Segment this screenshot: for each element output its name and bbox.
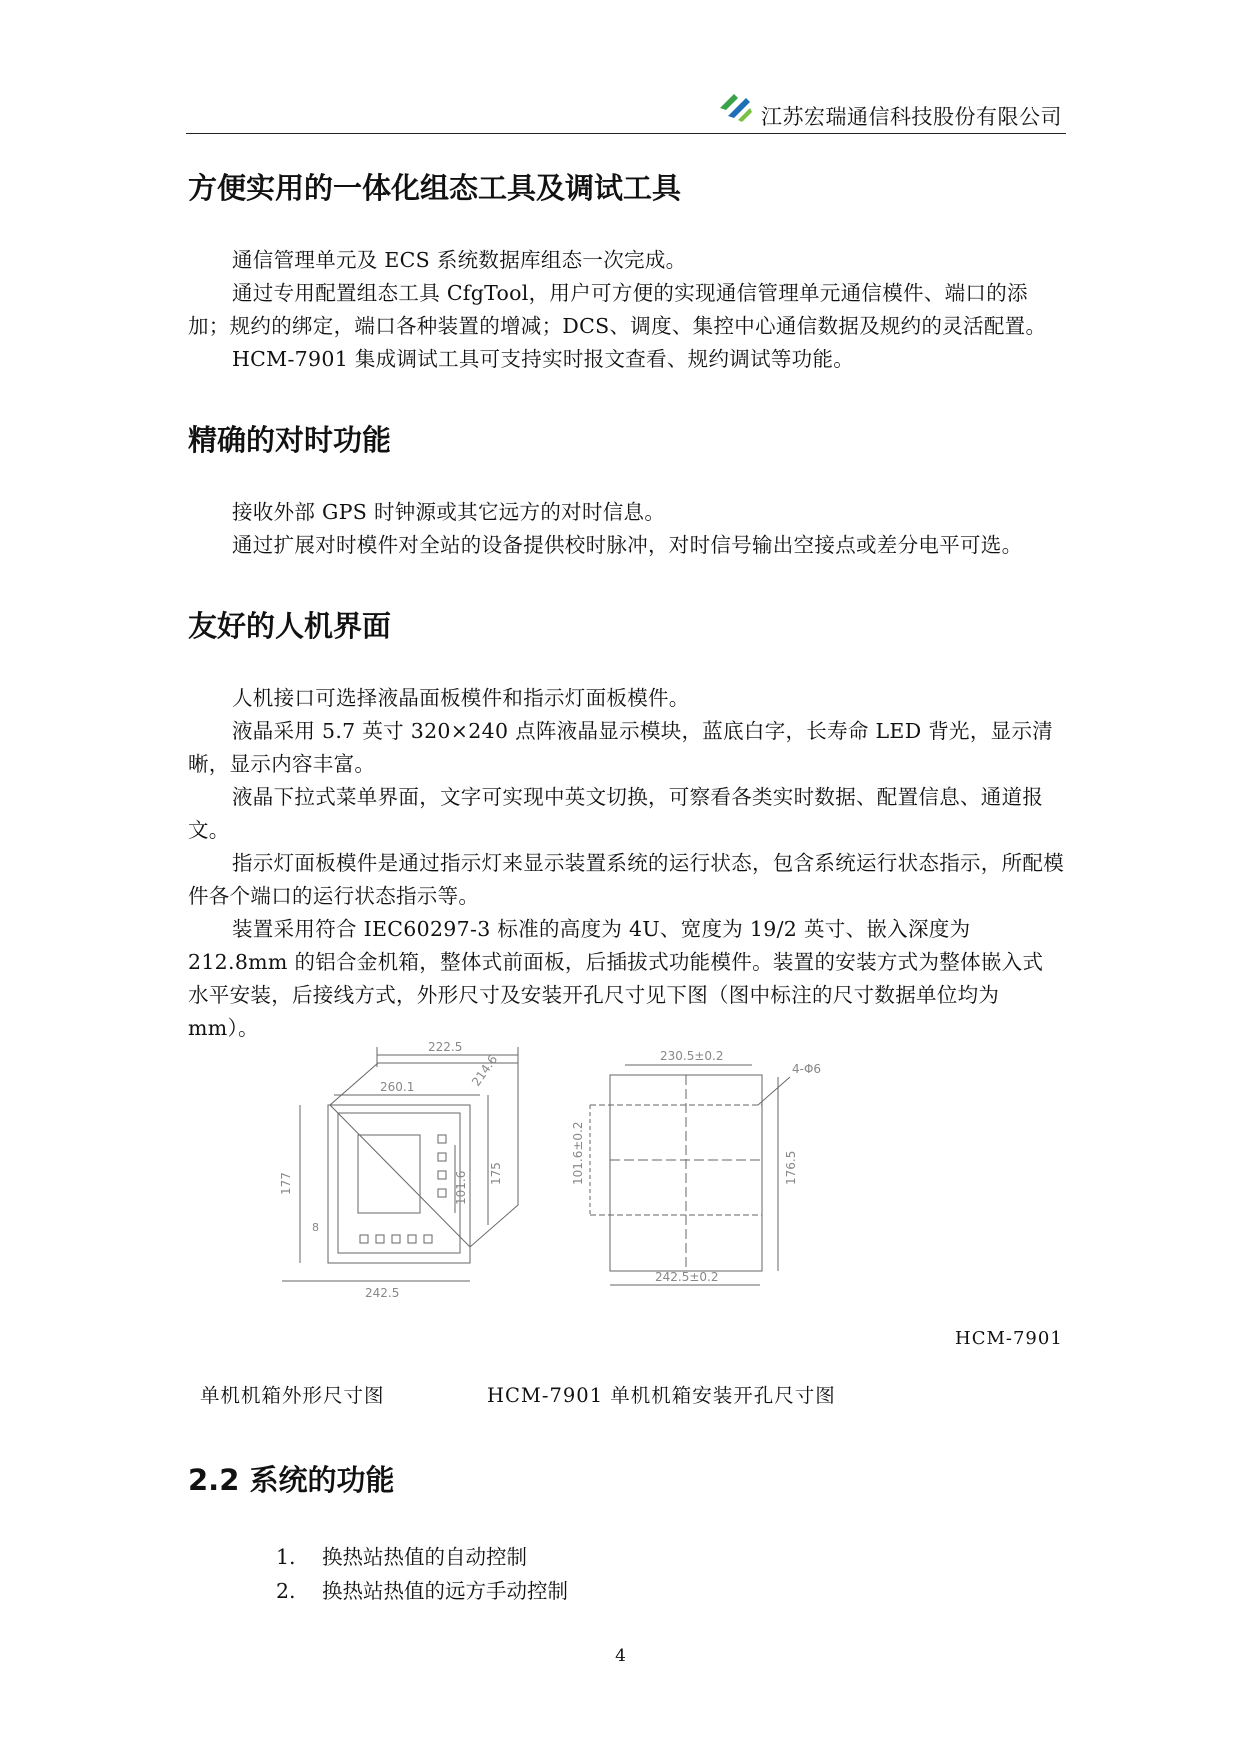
dim-label: 230.5±0.2 [660, 1049, 724, 1063]
paragraph: HCM-7901 集成调试工具可支持实时报文查看、规约调试等功能。 [232, 347, 855, 371]
dim-label: 176.5 [784, 1150, 798, 1185]
paragraph: 指示灯面板模件是通过指示灯来显示装置系统的运行状态，包含系统运行状态指示，所配模件各个端口的运行状态指示等。 [188, 851, 1064, 908]
paragraph: 通信管理单元及 ECS 系统数据库组态一次完成。 [232, 248, 687, 272]
dim-label: 242.5 [365, 1286, 400, 1300]
section-title-time-sync: 精确的对时功能 [188, 423, 392, 457]
dim-label: 214.6 [468, 1052, 501, 1089]
list-item: 2. 换热站热值的远方手动控制 [276, 1579, 568, 1603]
paragraph: 通过扩展对时模件对全站的设备提供校时脉冲，对时信号输出空接点或差分电平可选。 [232, 533, 1023, 557]
section-title-config-tools: 方便实用的一体化组态工具及调试工具 [188, 171, 682, 205]
dim-label: 101.6 [454, 1170, 468, 1205]
dim-label: 222.5 [428, 1040, 463, 1054]
dim-label: 175 [489, 1162, 503, 1185]
dim-label: 8 [312, 1221, 319, 1234]
dim-label: 101.6±0.2 [571, 1121, 585, 1185]
mounting-cutout-drawing [571, 1049, 821, 1285]
paragraph: 通过专用配置组态工具 CfgTool，用户可方便的实现通信管理单元通信模件、端口的添加；规约的绑定，端口各种装置的增减；DCS、调度、集控中心通信数据及规约的灵活配置。 [188, 281, 1047, 338]
dim-label: 177 [279, 1172, 293, 1195]
section-title-hmi: 友好的人机界面 [188, 609, 392, 643]
indicator-buttons [360, 1135, 446, 1243]
figure-caption-outline: 单机机箱外形尺寸图 [200, 1384, 385, 1407]
company-logo-icon [716, 86, 756, 126]
company-name: 江苏宏瑞通信科技股份有限公司 [761, 105, 1062, 129]
list-item: 1. 换热站热值的自动控制 [276, 1545, 527, 1569]
paragraph: 液晶下拉式菜单界面，文字可实现中英文切换，可察看各类实时数据、配置信息、通道报文。 [188, 785, 1044, 842]
dimension-drawing [260, 1035, 960, 1325]
dim-label: 4-Φ6 [792, 1062, 822, 1076]
model-label: HCM-7901 [955, 1328, 1063, 1349]
enclosure-outline-drawing [279, 1040, 518, 1300]
dim-label: 242.5±0.2 [655, 1270, 719, 1284]
page-header [186, 86, 1066, 136]
paragraph: 接收外部 GPS 时钟源或其它远方的对时信息。 [232, 500, 666, 524]
figure-caption-cutout: HCM-7901 单机机箱安装开孔尺寸图 [487, 1384, 836, 1407]
page-number: 4 [615, 1646, 626, 1666]
header-rule [186, 133, 1066, 134]
paragraph: 液晶采用 5.7 英寸 320×240 点阵液晶显示模块，蓝底白字，长寿命 LED 背光，显示清晰，显示内容丰富。 [188, 719, 1054, 776]
paragraph: 装置采用符合 IEC60297-3 标准的高度为 4U、宽度为 19/2 英寸、嵌入深度为 212.8mm 的铝合金机箱，整体式前面板，后插拔式功能模件。装置的安装方式为整体嵌入式水平安装，后接线方式，外形尺寸及安装开孔尺寸见下图（图中标注的尺寸数据单位均为 mm）。 [188, 917, 1044, 1040]
section-title-system-functions: 2.2 系统的功能 [188, 1463, 395, 1497]
paragraph: 人机接口可选择液晶面板模件和指示灯面板模件。 [232, 686, 690, 710]
dim-label: 260.1 [380, 1080, 415, 1094]
